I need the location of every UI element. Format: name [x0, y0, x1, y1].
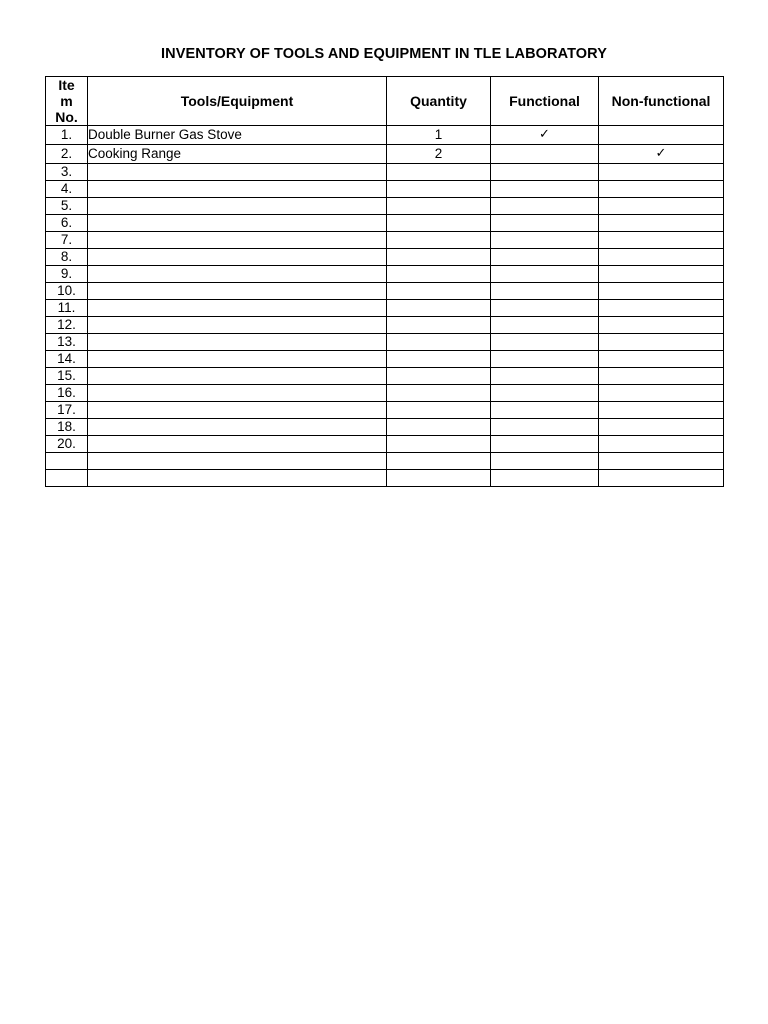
table-row: [46, 402, 724, 419]
cell-item-no: 1.: [46, 126, 88, 145]
cell-tool-name: [88, 198, 387, 215]
cell-tool-name: [88, 436, 387, 453]
table-row: [46, 266, 724, 283]
cell-quantity: 2: [387, 145, 491, 164]
table-row: [46, 334, 724, 351]
cell-functional: [491, 385, 599, 402]
cell-quantity: [387, 181, 491, 198]
header-tools-equipment: Tools/Equipment: [88, 77, 387, 126]
cell-functional: [491, 368, 599, 385]
cell-tool-name: [88, 402, 387, 419]
table-header-row: [46, 77, 724, 126]
cell-quantity: [387, 368, 491, 385]
cell-quantity: [387, 385, 491, 402]
cell-quantity: [387, 215, 491, 232]
cell-quantity: [387, 453, 491, 470]
cell-tool-name: [88, 249, 387, 266]
cell-non-functional: [599, 198, 724, 215]
document-title: INVENTORY OF TOOLS AND EQUIPMENT IN TLE LABORATORY: [161, 46, 607, 62]
cell-functional: [491, 402, 599, 419]
cell-functional: [491, 198, 599, 215]
cell-quantity: [387, 164, 491, 181]
table-row: [46, 470, 724, 487]
cell-non-functional: [599, 266, 724, 283]
cell-functional: [491, 300, 599, 317]
cell-tool-name: [88, 351, 387, 368]
table-row: [46, 145, 724, 164]
cell-tool-name: [88, 385, 387, 402]
cell-tool-name: [88, 283, 387, 300]
cell-item-no: 18.: [46, 419, 88, 436]
cell-item-no: 2.: [46, 145, 88, 164]
inventory-table: [45, 76, 724, 487]
cell-item-no: 15.: [46, 368, 88, 385]
cell-item-no: 16.: [46, 385, 88, 402]
cell-non-functional: [599, 215, 724, 232]
cell-functional: [491, 453, 599, 470]
table-row: [46, 198, 724, 215]
cell-item-no: 3.: [46, 164, 88, 181]
cell-item-no: 8.: [46, 249, 88, 266]
cell-tool-name: [88, 453, 387, 470]
table-row: [46, 436, 724, 453]
cell-non-functional: [599, 249, 724, 266]
cell-tool-name: [88, 470, 387, 487]
cell-item-no: 4.: [46, 181, 88, 198]
cell-non-functional: [599, 351, 724, 368]
cell-non-functional: ✓: [599, 145, 724, 164]
cell-non-functional: [599, 334, 724, 351]
cell-quantity: [387, 402, 491, 419]
table-row: [46, 351, 724, 368]
cell-functional: [491, 283, 599, 300]
table-row: [46, 419, 724, 436]
cell-tool-name: [88, 419, 387, 436]
cell-non-functional: [599, 300, 724, 317]
table-row: [46, 368, 724, 385]
cell-non-functional: [599, 402, 724, 419]
cell-quantity: [387, 351, 491, 368]
cell-tool-name: [88, 334, 387, 351]
cell-tool-name: [88, 181, 387, 198]
header-non-functional: Non-functional: [599, 77, 724, 126]
table-row: [46, 300, 724, 317]
cell-quantity: [387, 436, 491, 453]
cell-tool-name: [88, 300, 387, 317]
cell-non-functional: [599, 385, 724, 402]
header-item-no-line1: Ite: [58, 77, 75, 93]
table-row: [46, 232, 724, 249]
table-row: [46, 126, 724, 145]
cell-functional: [491, 215, 599, 232]
table-row: [46, 385, 724, 402]
cell-functional: [491, 145, 599, 164]
cell-quantity: [387, 266, 491, 283]
cell-quantity: [387, 334, 491, 351]
cell-functional: [491, 266, 599, 283]
cell-tool-name: [88, 317, 387, 334]
cell-quantity: 1: [387, 126, 491, 145]
cell-functional: [491, 232, 599, 249]
cell-item-no: 14.: [46, 351, 88, 368]
cell-item-no: [46, 470, 88, 487]
cell-item-no: 11.: [46, 300, 88, 317]
cell-item-no: 12.: [46, 317, 88, 334]
cell-functional: [491, 317, 599, 334]
cell-tool-name: Double Burner Gas Stove: [88, 126, 387, 145]
table-row: [46, 249, 724, 266]
cell-non-functional: [599, 419, 724, 436]
cell-quantity: [387, 198, 491, 215]
cell-non-functional: [599, 436, 724, 453]
cell-quantity: [387, 249, 491, 266]
table-row: [46, 283, 724, 300]
cell-tool-name: Cooking Range: [88, 145, 387, 164]
cell-quantity: [387, 317, 491, 334]
table-row: [46, 181, 724, 198]
cell-non-functional: [599, 164, 724, 181]
cell-non-functional: [599, 126, 724, 145]
cell-quantity: [387, 470, 491, 487]
cell-non-functional: [599, 283, 724, 300]
header-item-no: [46, 77, 88, 126]
cell-non-functional: [599, 470, 724, 487]
header-item-no-line2: m: [60, 93, 73, 109]
cell-functional: [491, 334, 599, 351]
cell-functional: [491, 164, 599, 181]
cell-tool-name: [88, 232, 387, 249]
cell-functional: [491, 436, 599, 453]
cell-functional: [491, 419, 599, 436]
header-item-no-line3: No.: [55, 109, 78, 125]
table-row: [46, 453, 724, 470]
cell-item-no: 9.: [46, 266, 88, 283]
cell-tool-name: [88, 368, 387, 385]
cell-non-functional: [599, 368, 724, 385]
header-functional: Functional: [491, 77, 599, 126]
cell-tool-name: [88, 266, 387, 283]
cell-functional: [491, 249, 599, 266]
cell-item-no: 5.: [46, 198, 88, 215]
cell-tool-name: [88, 215, 387, 232]
cell-item-no: 17.: [46, 402, 88, 419]
cell-non-functional: [599, 232, 724, 249]
table-row: [46, 164, 724, 181]
cell-item-no: 7.: [46, 232, 88, 249]
table-row: [46, 317, 724, 334]
cell-quantity: [387, 283, 491, 300]
cell-functional: [491, 351, 599, 368]
cell-item-no: 13.: [46, 334, 88, 351]
cell-non-functional: [599, 317, 724, 334]
cell-functional: ✓: [491, 126, 599, 145]
header-quantity: Quantity: [387, 77, 491, 126]
cell-quantity: [387, 419, 491, 436]
cell-tool-name: [88, 164, 387, 181]
cell-functional: [491, 470, 599, 487]
cell-functional: [491, 181, 599, 198]
cell-non-functional: [599, 181, 724, 198]
cell-quantity: [387, 300, 491, 317]
table-row: [46, 215, 724, 232]
cell-quantity: [387, 232, 491, 249]
cell-item-no: [46, 453, 88, 470]
cell-item-no: 6.: [46, 215, 88, 232]
cell-item-no: 10.: [46, 283, 88, 300]
cell-non-functional: [599, 453, 724, 470]
cell-item-no: 20.: [46, 436, 88, 453]
